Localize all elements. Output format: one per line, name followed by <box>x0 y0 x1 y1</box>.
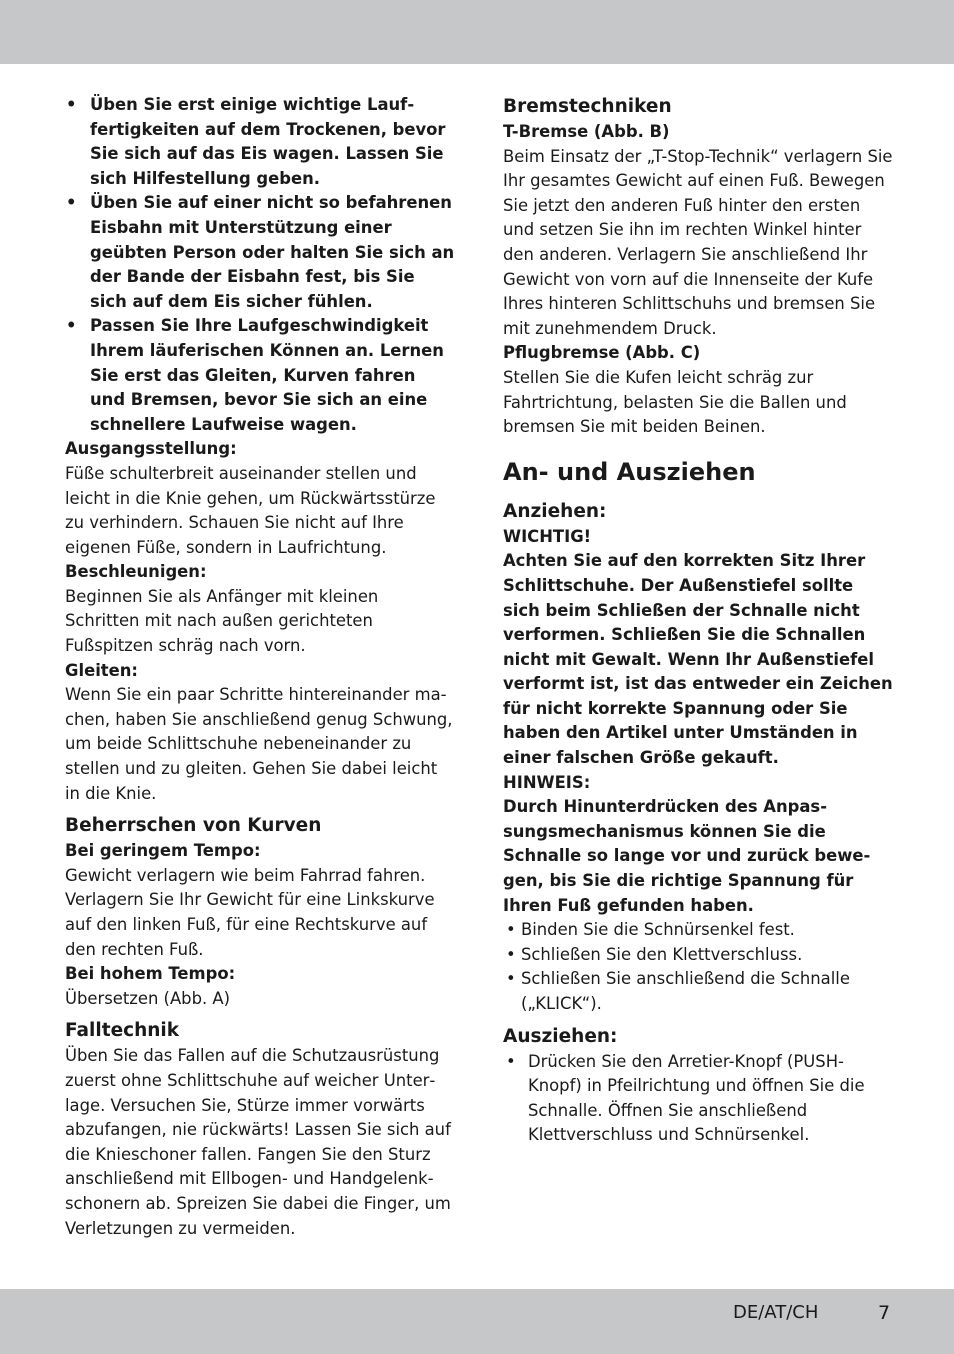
beschleunigen-text: Beginnen Sie als Anfänger mit kleinen Schritten mit nach außen gerichteten Fußspitzen schräg nach vorn. <box>65 586 379 656</box>
pflugbremse-title: Pflugbremse (Abb. C) <box>503 343 701 363</box>
list-item: • Passen Sie Ihre Laufgeschwindigkeit Ihrem läuferischen Können an. Lernen Sie erst das Gleiten, Kurven fahren und Bremsen, bevor Sie sich an eine schnellere Laufweise wagen. <box>65 314 455 437</box>
right-column <box>503 94 893 1148</box>
t-bremse-title: T-Bremse (Abb. B) <box>503 122 670 141</box>
page-number: 7 <box>878 1302 891 1324</box>
ausgangsstellung-title: Ausgangsstellung: <box>65 439 237 459</box>
gleiten-text: Wenn Sie ein paar Schritte hintereinander machen, haben Sie anschließend genug Schwung, um beide Schlittschuhe nebeneinander zu stellen und zu gleiten. Gehen Sie dabei leicht in die Knie. <box>65 685 453 803</box>
pflugbremse-text: Stellen Sie die Kufen leicht schräg zur Fahrtrichtung, belasten Sie die Ballen und bremsen Sie mit beiden Beinen. <box>503 367 847 437</box>
gleiten-title: Gleiten: <box>65 660 138 680</box>
list-item: • Üben Sie erst einige wichtige Lauffertigkeiten auf dem Trockenen, bevor Sie sich auf das Eis wagen. Lassen Sie sich Hilfestellung geben. <box>65 93 455 191</box>
geringes-tempo-title: Bei geringem Tempo: <box>65 841 261 861</box>
wichtig-text: Achten Sie auf den korrekten Sitz Ihrer Schlittschuhe. Der Außenstiefel sollte sich beim Schließen der Schnalle nicht verformen. Schließen Sie die Schnallen nicht mit Gewalt. Wenn Ihr Außenstiefel verformt ist, ist das entweder ein Zeichen für nicht korrekte Spannung oder Sie haben den Artikel unter Umständen in einer falschen Größe gekauft. <box>503 551 893 768</box>
header-bar <box>0 0 954 64</box>
wichtig-label: WICHTIG! <box>503 526 592 546</box>
bremstechniken-heading: Bremstechniken <box>503 96 672 117</box>
anziehen-steps <box>503 918 893 1016</box>
safety-bullet-list <box>65 93 455 437</box>
footer-region-label: DE/AT/CH <box>733 1302 819 1323</box>
list-item: • Schließen Sie den Klettverschluss. <box>503 943 893 968</box>
left-column <box>65 93 455 1241</box>
list-item: • Binden Sie die Schnürsenkel fest. <box>503 918 893 943</box>
falltechnik-heading: Falltechnik <box>65 1020 180 1042</box>
t-bremse-text: Beim Einsatz der „T-Stop-Technik“ verlagern Sie Ihr gesamtes Gewicht auf einen Fuß. Bewegen Sie jetzt den anderen Fuß hinter den ersten und setzen Sie ihn im rechten Winkel hinter den anderen. Verlagern Sie anschließend Ihr Gewicht von vorn auf die Innenseite der Kufe Ihres hinteren Schlittschuhs und bremsen Sie mit zunehmendem Druck. <box>503 146 893 338</box>
falltechnik-text: Üben Sie das Fallen auf die Schutzausrüstung zuerst ohne Schlittschuhe auf weicher Unterlage. Versuchen Sie, Stürze immer vorwärts abzufangen, nie rückwärts! Lassen Sie sich auf die Knieschoner fallen. Fangen Sie den Sturz anschließend mit Ellbogen- und Handgelenkschonern ab. Spreizen Sie dabei die Finger, um Verletzungen zu vermeiden. <box>65 1046 451 1238</box>
ausgangsstellung-text: Füße schulterbreit auseinander stellen und leicht in die Knie gehen, um Rückwärtsstürze zu verhindern. Schauen Sie nicht auf Ihre eigenen Füße, sondern in Laufrichtung. <box>65 463 436 557</box>
list-item: • Drücken Sie den Arretier-Knopf (PUSH-Knopf) in Pfeilrichtung und öffnen Sie die Schnalle. Öffnen Sie anschließend Klettverschluss und Schnürsenkel. <box>503 1050 893 1148</box>
list-item: • Üben Sie auf einer nicht so befahrenen Eisbahn mit Unterstützung einer geübten Person oder halten Sie sich an der Bande der Eisbahn fest, bis Sie sich auf dem Eis sicher fühlen. <box>65 191 455 314</box>
geringes-tempo-text: Gewicht verlagern wie beim Fahrrad fahren. Verlagern Sie Ihr Gewicht für eine Linkskurve auf den linken Fuß, für eine Rechtskurve auf den rechten Fuß. <box>65 865 435 959</box>
hinweis-label: HINWEIS: <box>503 772 591 792</box>
anziehen-heading: Anziehen: <box>503 500 607 522</box>
hinweis-text: Durch Hinunterdrücken des Anpassungsmechanismus können Sie die Schnalle so lange vor und zurück bewegen, bis Sie die richtige Spannung für Ihren Fuß gefunden haben. <box>503 797 871 915</box>
list-item: • Schließen Sie anschließend die Schnalle („KLICK“). <box>503 967 893 1016</box>
kurven-heading: Beherrschen von Kurven <box>65 815 322 837</box>
beschleunigen-title: Beschleunigen: <box>65 562 207 582</box>
ausziehen-heading: Ausziehen: <box>503 1025 618 1047</box>
an-ausziehen-heading: An- und Ausziehen <box>503 457 756 486</box>
hohes-tempo-title: Bei hohem Tempo: <box>65 964 236 984</box>
ausziehen-steps <box>503 1050 893 1148</box>
hohes-tempo-text: Übersetzen (Abb. A) <box>65 988 231 1008</box>
